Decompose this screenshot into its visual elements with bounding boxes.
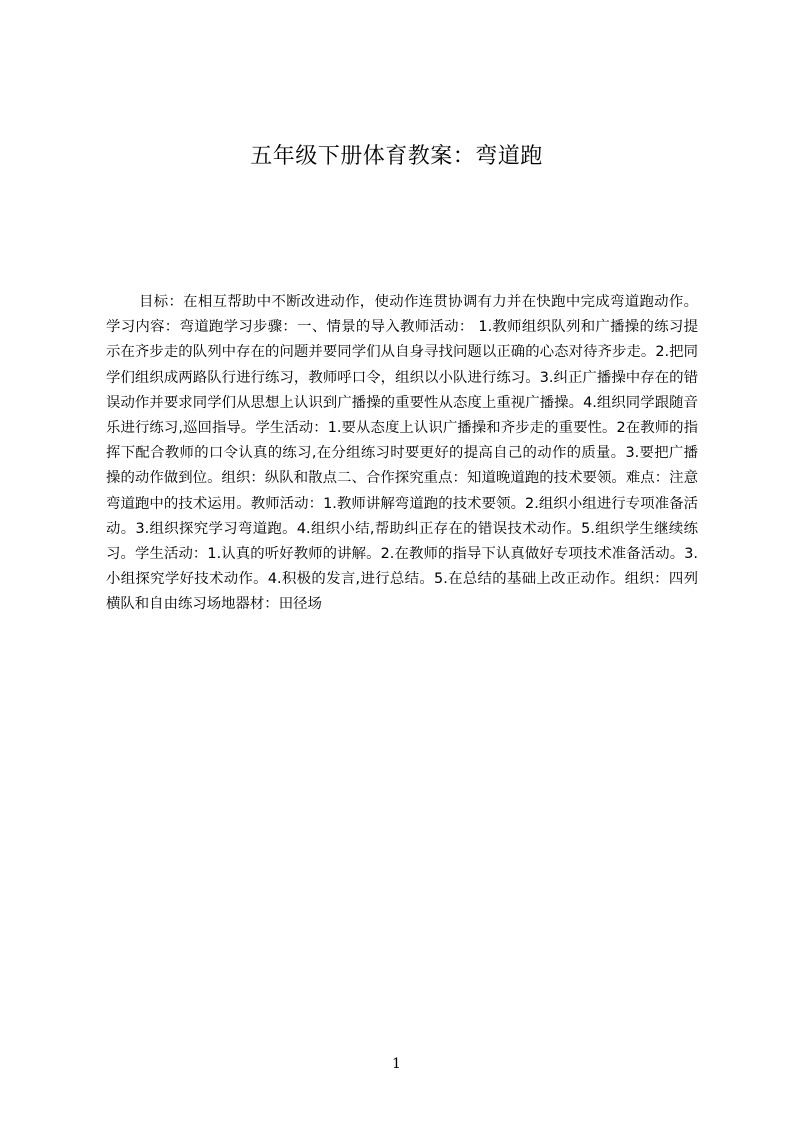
document-title: 五年级下册体育教案：弯道跑 [250, 144, 543, 169]
document-body-paragraph: 目标：在相互帮助中不断改进动作，使动作连贯协调有力并在快跑中完成弯道跑动作。学习内容：弯道跑学习步骤：一、情景的导入教师活动： 1.教师组织队列和广播操的练习提示在齐步走的队列中存在的问题并要同学们从自身寻找问题以正确的心态对待齐步走。2.把同学们组织成两路队行进行练习，教师呼口令，组织以小队进行练习。3.纠正广播操中存在的错误动作并要求同学们从思想上认识到广播操的重要性从态度上重视广播操。4.组织同学跟随音乐进行练习,巡回指导。学生活动：1.要从态度上认识广播操和齐步走的重要性。2在教师的指挥下配合教师的口令认真的练习,在分组练习时要更好的提高自己的动作的质量。3.要把广播操的动作做到位。组织：纵队和散点二、合作探究重点：知道晚道跑的技术要领。难点：注意弯道跑中的技术运用。教师活动：1.教师讲解弯道跑的技术要领。2.组织小组进行专项准备活动。3.组织探究学习弯道跑。4.组织小结,帮助纠正存在的错误技术动作。5.组织学生继续练习。学生活动：1.认真的听好教师的讲解。2.在教师的指导下认真做好专项技术准备活动。3.小组探究学好技术动作。4.积极的发言,进行总结。5.在总结的基础上改正动作。组织：四列横队和自由练习场地器材：田径场 [106, 294, 698, 613]
page-number: 1 [392, 1056, 401, 1072]
